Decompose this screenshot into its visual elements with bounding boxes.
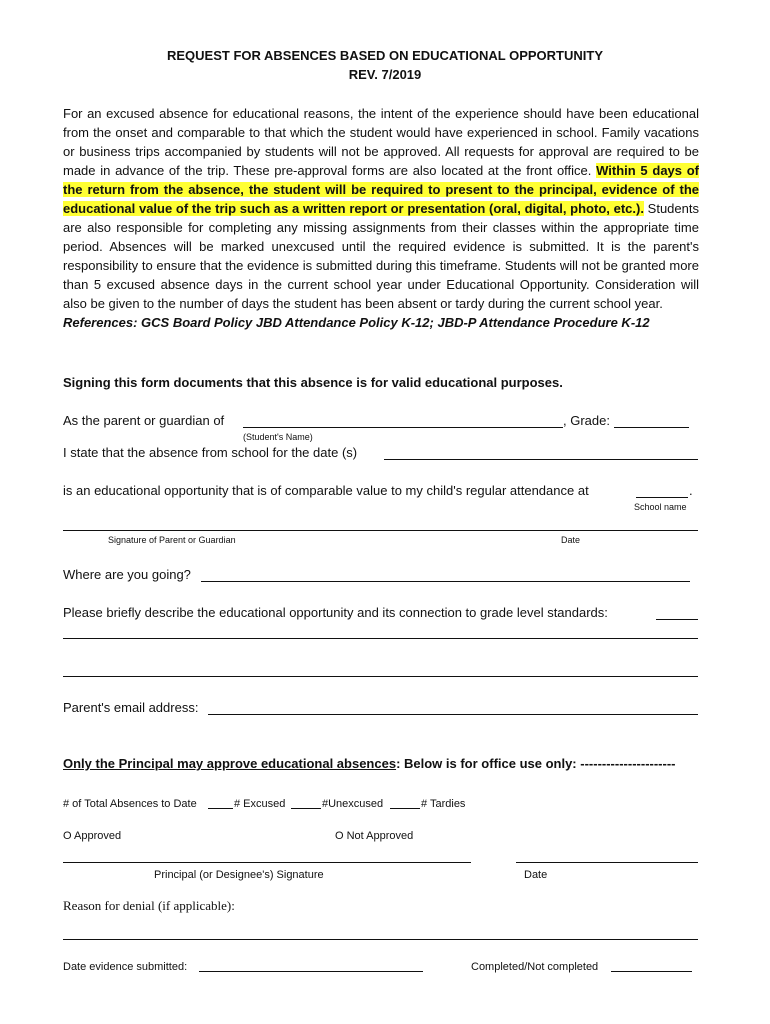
not-approved-option[interactable]: O Not Approved xyxy=(335,830,414,842)
intro-text-after: Students are also responsible for completing any missing assignments from their classes within the appropriate time period. Absences will be marked unexcused until the required evidence is submitted. It is the parent's responsibility to ensure that the evidence is submitted during this timeframe. Students will not be granted more than 5 excused absence days in the current school year under Educational Opportunity. Consideration will also be given to the number of days the student has been absent or tardy during the current school year. xyxy=(63,201,699,311)
excused-label: # Excused xyxy=(234,798,286,810)
parent-email-label: Parent's email address: xyxy=(63,700,199,715)
describe-opportunity-label: Please briefly describe the educational opportunity and its connection to grade level standards: xyxy=(63,605,608,620)
total-absences-field[interactable] xyxy=(208,808,233,809)
intro-paragraph xyxy=(63,104,699,332)
absence-date-label: I state that the absence from school for the date (s) xyxy=(63,445,358,460)
office-use-heading xyxy=(63,756,676,772)
statement-period: . xyxy=(689,483,693,498)
parent-signature-date-caption: Date xyxy=(561,535,581,545)
parent-signature-caption: Signature of Parent or Guardian xyxy=(108,535,236,545)
tardies-label: # Tardies xyxy=(421,798,466,810)
principal-date-caption: Date xyxy=(524,869,548,881)
description-field-line-1[interactable] xyxy=(656,619,698,620)
evidence-date-label: Date evidence submitted: xyxy=(63,961,188,973)
student-name-field[interactable] xyxy=(243,427,563,428)
parent-signature-field[interactable] xyxy=(63,530,698,531)
opportunity-statement-label: is an educational opportunity that is of comparable value to my child's regular attendance at xyxy=(63,483,589,498)
evidence-date-field[interactable] xyxy=(199,971,423,972)
signing-statement: Signing this form documents that this absence is for valid educational purposes. xyxy=(63,375,563,390)
principal-date-field[interactable] xyxy=(516,862,698,863)
approved-option[interactable]: O Approved xyxy=(63,830,122,842)
denial-reason-field[interactable] xyxy=(63,939,698,940)
parent-email-field[interactable] xyxy=(208,714,698,715)
intro-highlighted-requirement: Within 5 days of the return from the absence, the student will be required to present to the principal, evidence of the educational value of the trip such as a written report or presentation (oral, digital, photo, etc.). xyxy=(63,163,699,216)
form-title: REQUEST FOR ABSENCES BASED ON EDUCATIONAL OPPORTUNITY xyxy=(166,48,603,63)
excused-field[interactable] xyxy=(291,808,321,809)
absence-date-field[interactable] xyxy=(384,459,698,460)
completed-status-label: Completed/Not completed xyxy=(471,961,599,973)
principal-signature-caption: Principal (or Designee's) Signature xyxy=(154,869,324,881)
principal-signature-field[interactable] xyxy=(63,862,471,863)
total-absences-label: # of Total Absences to Date xyxy=(63,798,197,810)
description-field-line-3[interactable] xyxy=(63,676,698,677)
student-name-caption: (Student's Name) xyxy=(243,432,313,442)
school-name-caption: School name xyxy=(634,502,687,512)
completed-status-field[interactable] xyxy=(611,971,692,972)
unexcused-label: #Unexcused xyxy=(322,798,384,810)
destination-field[interactable] xyxy=(201,581,690,582)
policy-references: References: GCS Board Policy JBD Attendance Policy K-12; JBD-P Attendance Procedure K-12 xyxy=(63,315,650,330)
school-name-field[interactable] xyxy=(636,497,688,498)
destination-label: Where are you going? xyxy=(63,567,191,582)
principal-approval-notice: Only the Principal may approve educational absences xyxy=(63,756,397,771)
unexcused-field[interactable] xyxy=(390,808,420,809)
intro-text-before: For an excused absence for educational reasons, the intent of the experience should have been educational from the onset and comparable to that which the student would have experienced in school. Family vacations or business trips accompanied by students will not be approved. All requests for approval are required to be made in advance of the trip. These pre-approval forms are also located at the front office. xyxy=(63,106,699,178)
office-use-only-label: : Below is for office use only: ---------------------- xyxy=(396,756,676,771)
grade-field[interactable] xyxy=(614,427,689,428)
description-field-line-2[interactable] xyxy=(63,638,698,639)
parent-guardian-label: As the parent or guardian of xyxy=(63,413,225,428)
form-revision: REV. 7/2019 xyxy=(348,67,422,82)
denial-reason-label: Reason for denial (if applicable): xyxy=(63,898,235,913)
grade-label: , Grade: xyxy=(563,413,610,428)
